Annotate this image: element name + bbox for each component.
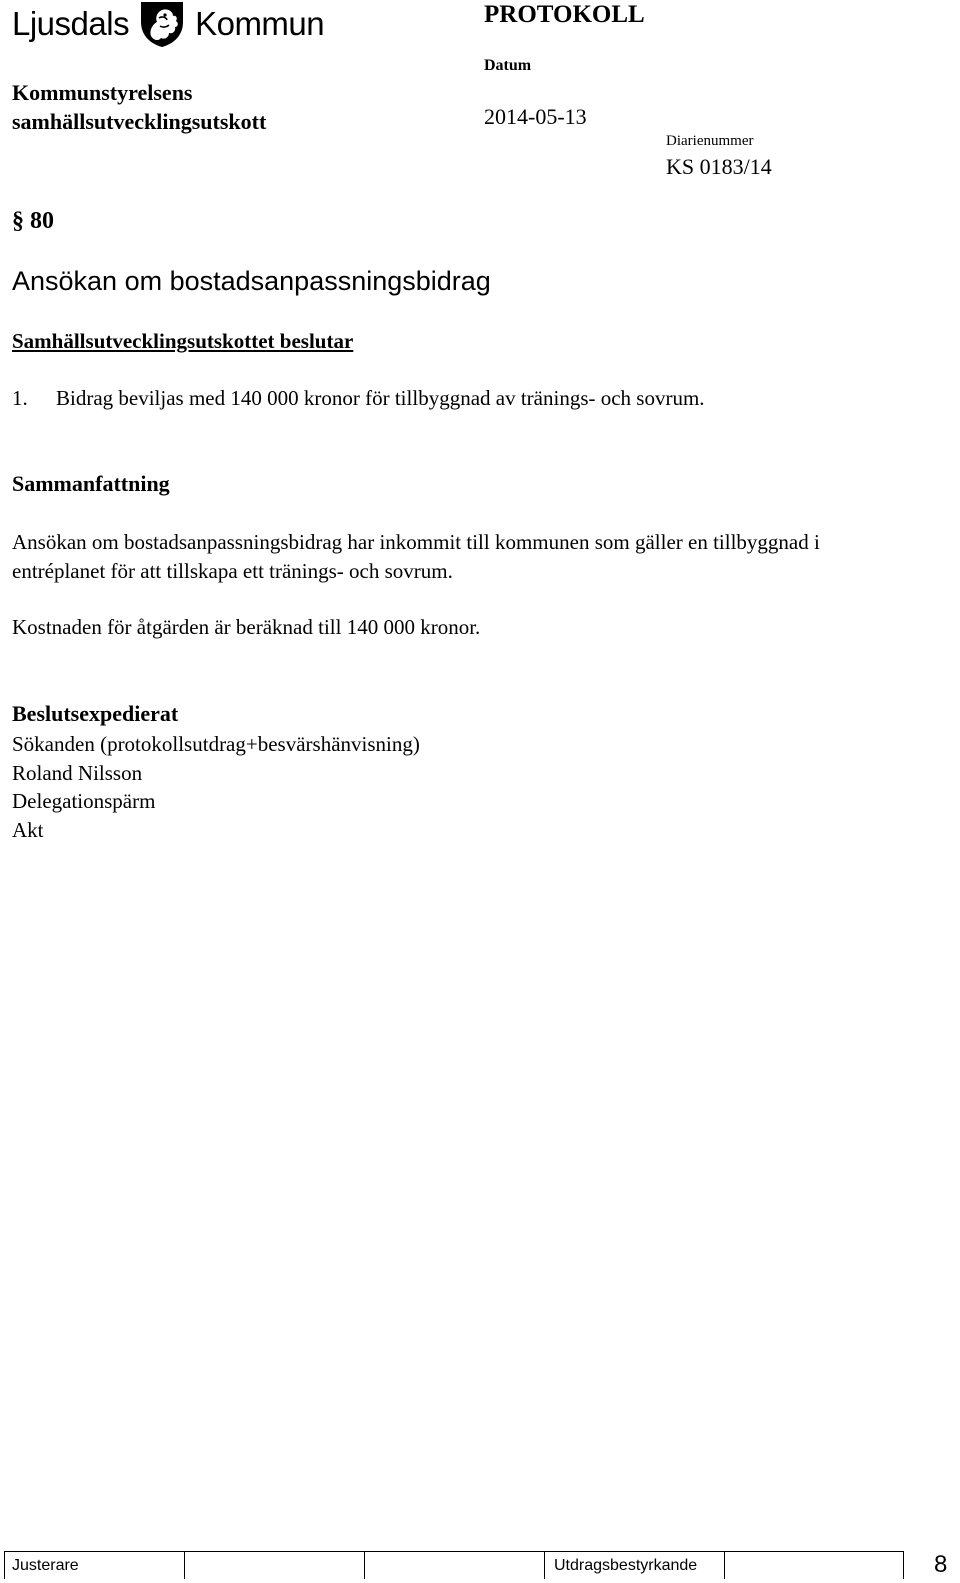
footer-divider <box>364 1551 365 1579</box>
diarienummer-label: Diarienummer <box>666 133 754 149</box>
decision-item <box>12 386 705 411</box>
date-value: 2014-05-13 <box>484 104 587 129</box>
committee-line-2: samhällsutvecklingsutskott <box>12 109 267 134</box>
list-item: Sökanden (protokollsutdrag+besvärshänvisning) <box>12 732 420 756</box>
document-type: PROTOKOLL <box>484 1 645 28</box>
list-item: Roland Nilsson <box>12 760 143 785</box>
footer-box <box>4 1551 904 1579</box>
footer-divider <box>544 1551 545 1579</box>
decision-item-text: Bidrag beviljas med 140 000 kronor för tillbyggnad av tränings- och sovrum. <box>56 386 705 410</box>
lion-crest-icon <box>135 0 189 48</box>
diarienummer-value: KS 0183/14 <box>666 154 772 179</box>
decision-heading: Samhällsutvecklingsutskottet beslutar <box>12 329 354 353</box>
signature-footer <box>4 1551 950 1579</box>
committee-line-1: Kommunstyrelsens <box>12 80 193 105</box>
logo-word-left: Ljusdals <box>12 5 130 42</box>
footer-divider <box>184 1551 185 1579</box>
justerare-label: Justerare <box>12 1557 79 1574</box>
footer-divider <box>724 1551 725 1579</box>
distribution-heading: Beslutsexpedierat <box>12 701 179 726</box>
list-item: Delegationspärm <box>12 789 156 813</box>
case-title: Ansökan om bostadsanpassningsbidrag <box>12 266 491 296</box>
list-item: Akt <box>12 817 44 842</box>
utdragsbestyrkande-label: Utdragsbestyrkande <box>554 1557 698 1574</box>
paragraph-number: § 80 <box>12 208 54 234</box>
municipality-logo <box>12 2 324 46</box>
logo-word-right: Kommun <box>195 5 325 42</box>
distribution-list <box>12 730 420 844</box>
committee-name <box>12 78 266 136</box>
decision-item-number: 1. <box>12 386 28 410</box>
summary-heading: Sammanfattning <box>12 471 170 496</box>
summary-paragraph-1: Ansökan om bostadsanpassningsbidrag har inkommit till kommunen som gäller en tillbyggnad i entréplanet för att tillskapa ett tränings- och sovrum. <box>12 530 820 583</box>
date-label: Datum <box>484 57 532 74</box>
page-number: 8 <box>934 1551 948 1578</box>
summary-paragraph-2: Kostnaden för åtgärden är beräknad till 140 000 kronor. <box>12 615 481 639</box>
footer-divider <box>903 1551 904 1579</box>
